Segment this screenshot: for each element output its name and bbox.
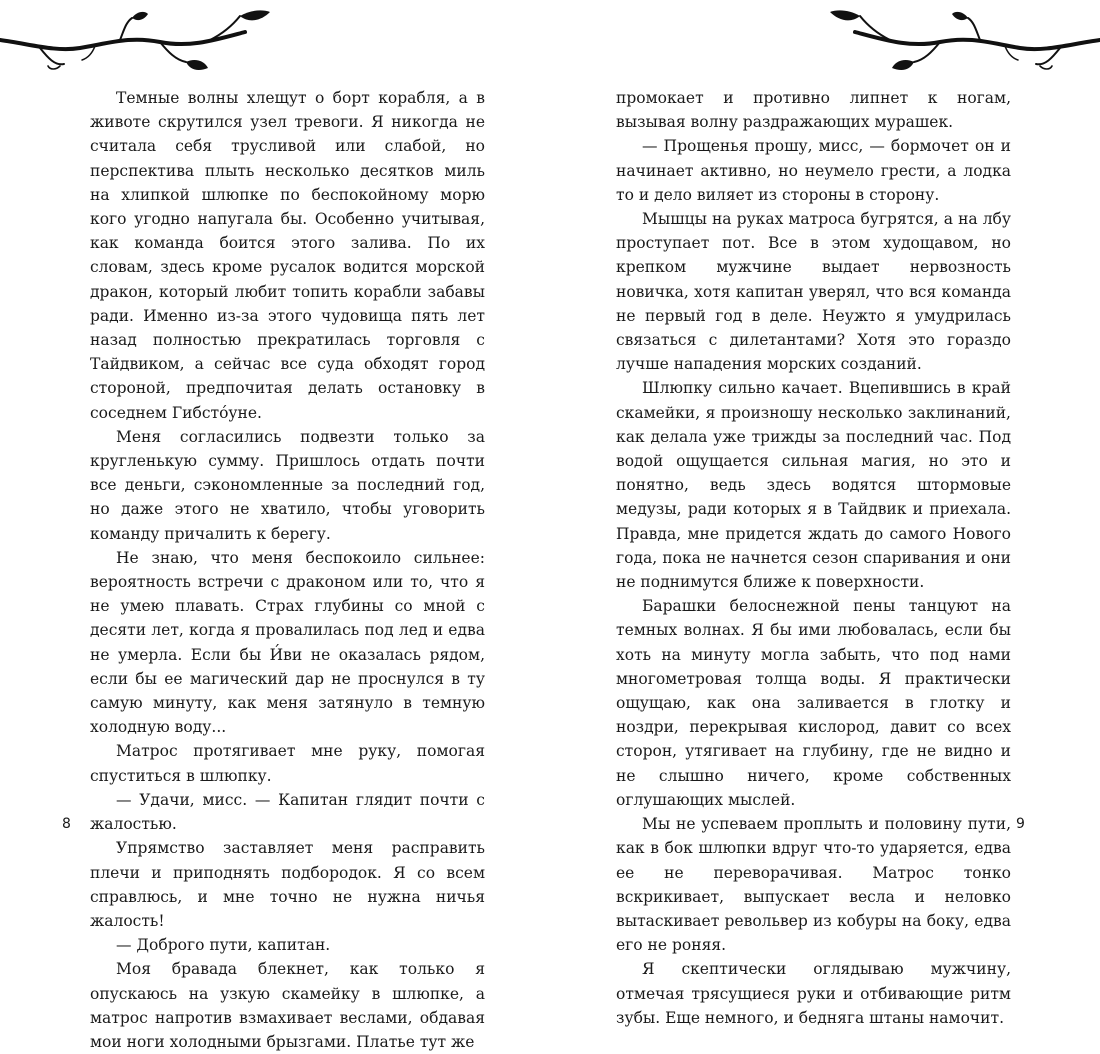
paragraph: Темные волны хлещут о борт корабля, а в животе скрутился узел тревоги. Я никогда не считала себя трусливой или слабой, но перспектива плыть несколько десятков миль на хлипкой шлюпке по беспокойному морю кого угодно напугала бы. Особенно учитывая, как команда боится этого залива. По их словам, здесь кроме русалок водится морской дракон, который любит топить корабли забавы ради. Именно из-за этого чудовища пять лет назад полностью прекратилась торговля с Тайдвиком, а сейчас все суда обходят город стороной, предпочитая делать остановку в соседнем Гибстóуне. [90,89,485,422]
branch-ornament-right [825,10,1100,75]
paragraph: Мышцы на руках матроса бугрятся, а на лбу проступает пот. Все в этом худощавом, но крепком мужчине выдает нервозность новичка, хотя капитан уверял, что вся команда не первый год в деле. Неужто я умудрилась связаться с дилетантами? Хотя это гораздо лучше нападения морских созданий. [616,210,1011,374]
paragraph: — Удачи, мисс. — Капитан глядит почти с жалостью. [90,790,485,834]
right-page [550,0,1100,1027]
paragraph: — Доброго пути, капитан. [116,936,331,955]
branch-ornament-left [0,10,275,75]
paragraph: Не знаю, что меня беспокоило сильнее: вероятность встречи с драконом или то, что я не умею плавать. Страх глубины со мной с десяти лет, когда я провалилась под лед и едва не умерла. Если бы И́ви не оказалась рядом, если бы ее магический дар не проснулся в ту самую минуту, как меня затянуло в темную холодную воду... [90,548,485,737]
page-number: 9 [1016,816,1025,832]
paragraph: Барашки белоснежной пены танцуют на темных волнах. Я бы ими любовалась, если бы хоть на минуту могла забыть, что под нами многометровая толща воды. Я практически ощущаю, как она заливается в глотку и ноздри, перекрывая кислород, давит со всех сторон, утягивает на глубину, где не видно и не слышно ничего, кроме собственных оглушающих мыслей. [616,597,1011,809]
right-page-text [616,86,1011,1030]
left-page [0,0,550,1051]
paragraph: Моя бравада блекнет, как только я опускаюсь на узкую скамейку в шлюпке, а матрос напротив взмахивает веслами, обдавая мои ноги холодными брызгами. Платье тут же [90,960,485,1051]
paragraph: Упрямство заставляет меня расправить плечи и приподнять подбородок. Я со всем справлюсь, и мне точно не нужна ничья жалость! [90,839,485,930]
page-number: 8 [62,816,71,832]
paragraph: Я скептически оглядываю мужчину, отмечая трясущиеся руки и отбивающие ритм зубы. Еще немного, и бедняга штаны намочит. [616,960,1011,1027]
paragraph: — Прощенья прошу, мисс, — бормочет он и начинает активно, но неумело грести, а лодка то и дело виляет из стороны в сторону. [616,137,1011,204]
paragraph: Шлюпку сильно качает. Вцепившись в край скамейки, я произношу несколько заклинаний, как делала уже трижды за последний час. Под водой ощущается сильная магия, но это и понятно, ведь здесь водятся штормовые медузы, ради которых я в Тайдвик и приехала. Правда, мне придется ждать до самого Нового года, пока не начнется сезон спаривания и они не поднимутся ближе к поверхности. [616,379,1011,592]
paragraph: Матрос протягивает мне руку, помогая спуститься в шлюпку. [90,742,485,785]
left-page-text [90,86,485,1054]
paragraph: Меня согласились подвезти только за кругленькую сумму. Пришлось отдать почти все деньги, сэкономленные за последний год, но даже этого не хватило, чтобы уговорить команду причалить к берегу. [90,427,485,543]
paragraph: Мы не успеваем проплыть и половину пути, как в бок шлюпки вдруг что-то ударяется, едва ее не переворачивая. Матрос тонко вскрикивает, выпускает весла и неловко вытаскивает револьвер из кобуры на боку, едва его не роняя. [616,815,1011,955]
paragraph: промокает и противно липнет к ногам, вызывая волну раздражающих мурашек. [616,89,1011,132]
